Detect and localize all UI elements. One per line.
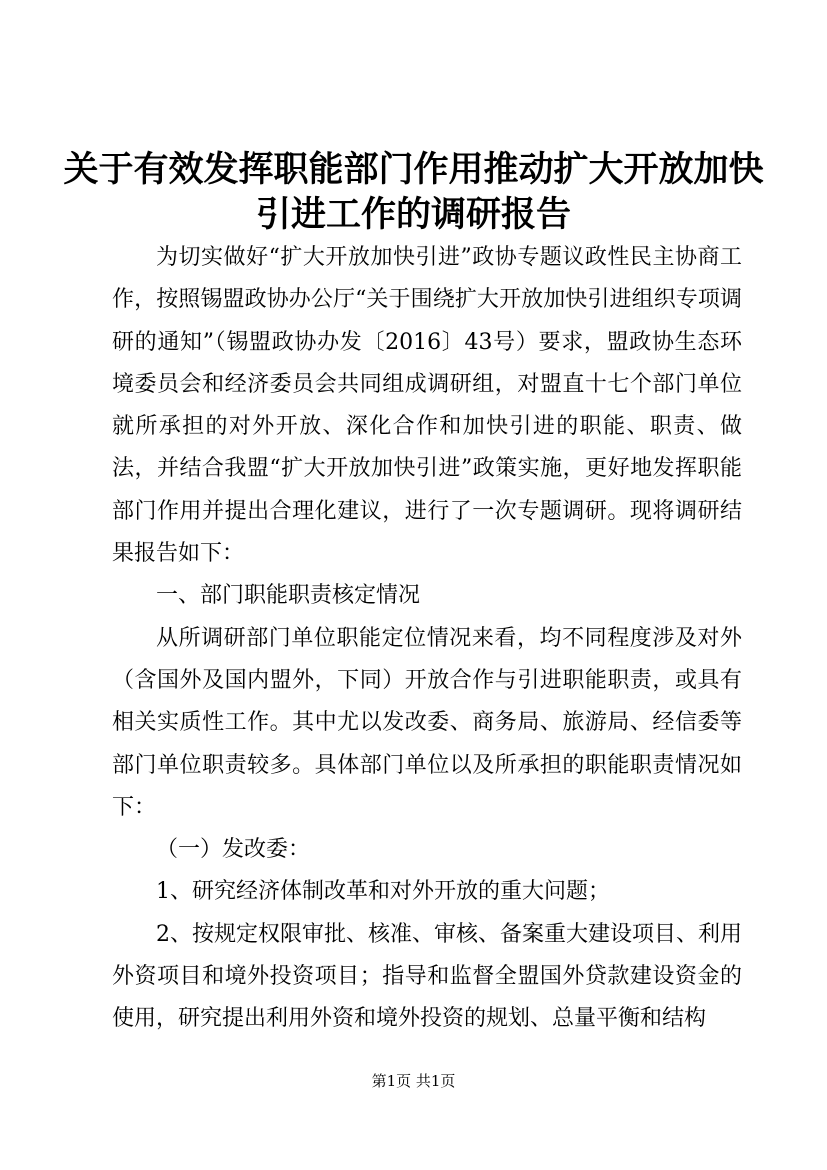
list-item-1: 1、研究经济体制改革和对外开放的重大问题；: [156, 879, 610, 905]
section-heading-1: 一、部门职能职责核定情况: [156, 583, 421, 609]
page-footer: 第1页 共1页: [371, 1072, 456, 1090]
list-item-2: 2、按规定权限审批、核准、审核、备案重大建设项目、利用外资项目和境外投资项目；指导和监督全盟国外贷款建设资金的使用，研究提出利用外资和境外投资的规划、总量平衡和结构: [112, 921, 742, 1032]
subsection-heading-fagaiwei: （一）发改委：: [156, 837, 311, 863]
paragraph-intro: 为切实做好“扩大开放加快引进”政协专题议政性民主协商工作，按照锡盟政协办公厅“关于围绕扩大开放加快引进组织专项调研的通知”（锡盟政协办发〔2016〕43号）要求，盟政协生态环境委员会和经济委员会共同组成调研组，对盟直十七个部门单位就所承担的对外开放、深化合作和加快引进的职能、职责、做法，并结合我盟“扩大开放加快引进”政策实施，更好地发挥职能部门作用并提出合理化建议，进行了一次专题调研。现将调研结果报告如下：: [112, 245, 742, 567]
paragraph-section-1: 从所调研部门单位职能定位情况来看，均不同程度涉及对外（含国外及国内盟外，下同）开放合作与引进职能职责，或具有相关实质性工作。其中尤以发改委、商务局、旅游局、经信委等部门单位职责较多。具体部门单位以及所承担的职能职责情况如下：: [112, 625, 742, 820]
document-title-line-2: 引进工作的调研报告: [255, 194, 571, 235]
document-body: [112, 237, 742, 1041]
document-title-line-1: 关于有效发挥职能部门作用推动扩大开放加快: [63, 149, 764, 190]
